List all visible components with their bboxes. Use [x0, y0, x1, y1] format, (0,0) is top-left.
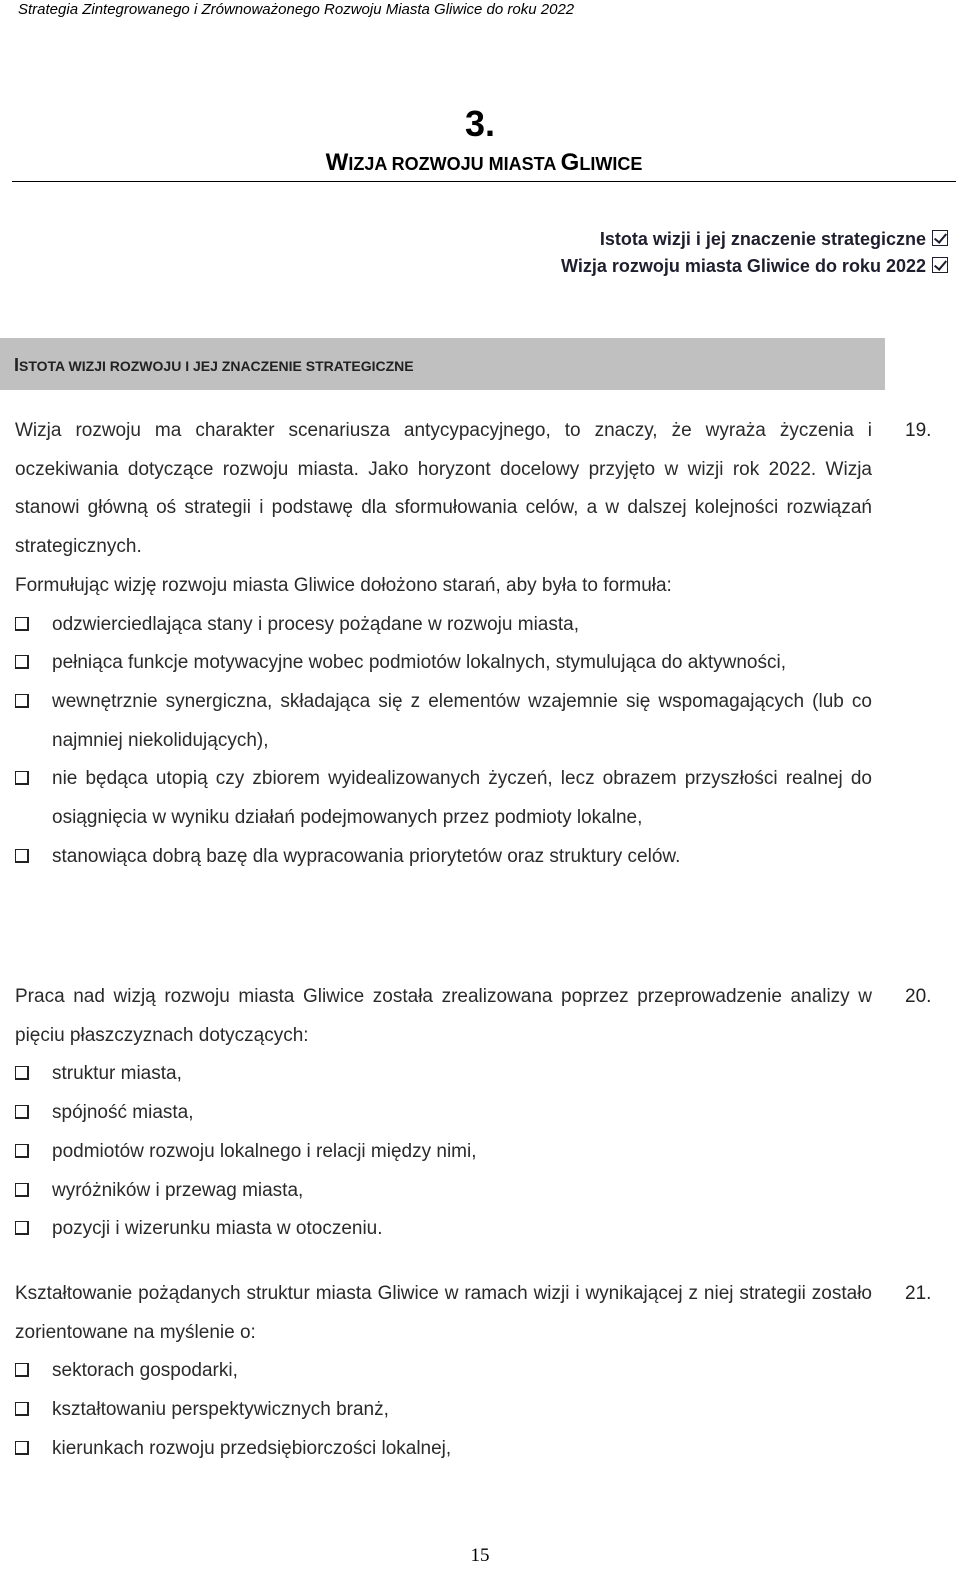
bullet-list — [15, 1352, 872, 1468]
chapter-title-part-a: IZJA ROZWOJU MIASTA — [348, 154, 561, 174]
checkbox-bullet-icon — [15, 617, 29, 631]
list-item — [15, 1055, 872, 1094]
section-title-initial: I — [14, 355, 20, 375]
list-item — [15, 760, 872, 837]
list-item-text: stanowiąca dobrą bazę dla wypracowania priorytetów oraz struktury celów. — [52, 845, 681, 867]
checkbox-bullet-icon — [15, 1402, 29, 1416]
chapter-number: 3. — [464, 103, 496, 144]
list-item-text: nie będąca utopią czy zbiorem wyidealizowanych życzeń, lecz obrazem przyszłości realnej do osiągnięcia w wyniku działań podejmowanych przez podmioty lokalne, — [52, 768, 872, 829]
section-title-rest: STOTA WIZJI ROZWOJU I JEJ ZNACZENIE STRATEGICZNE — [19, 358, 414, 374]
checked-box-icon — [932, 230, 948, 246]
chapter-title-initial-g: G — [560, 149, 580, 176]
list-item — [15, 838, 872, 877]
checkbox-bullet-icon — [15, 1066, 29, 1080]
checkbox-bullet-icon — [15, 1183, 29, 1197]
chapter-title-part-b: LIWICE — [579, 154, 643, 174]
bullet-list — [15, 606, 872, 877]
bullet-list — [15, 1055, 872, 1249]
page-number: 15 — [470, 1545, 490, 1566]
checkbox-bullet-icon — [15, 1221, 29, 1235]
list-item — [15, 1172, 872, 1211]
list-item-text: spójność miasta, — [52, 1102, 194, 1124]
checkbox-bullet-icon — [15, 655, 29, 669]
checked-box-icon — [932, 257, 948, 273]
paragraph-19 — [15, 412, 872, 876]
checkbox-bullet-icon — [15, 1363, 29, 1377]
paragraph-text: Kształtowanie pożądanych struktur miasta Gliwice w ramach wizji i wynikającej z niej strategii zostało zorientowane na myślenie o: — [15, 1283, 872, 1343]
list-item-text: pozycji i wizerunku miasta w otoczeniu. — [52, 1218, 383, 1240]
list-item-text: kierunkach rozwoju przedsiębiorczości lokalnej, — [52, 1437, 452, 1459]
checkbox-bullet-icon — [15, 1441, 29, 1455]
section-heading-bar — [0, 338, 885, 390]
list-item — [15, 1094, 872, 1133]
toc-item[interactable] — [561, 226, 948, 253]
list-item-text: wewnętrznie synergiczna, składająca się z elementów wzajemnie się wspomagających (lub co najmniej niekolidujących), — [52, 690, 872, 751]
list-item-text: pełniąca funkcje motywacyjne wobec podmiotów lokalnych, stymulująca do aktywności, — [52, 652, 786, 674]
checkbox-bullet-icon — [15, 771, 29, 785]
checkbox-bullet-icon — [15, 694, 29, 708]
paragraph-number: 19. — [905, 420, 932, 441]
section-title — [14, 354, 414, 377]
list-item — [15, 1391, 872, 1430]
list-item — [15, 1210, 872, 1249]
toc-item-label: Wizja rozwoju miasta Gliwice do roku 2022 — [561, 256, 926, 276]
list-item-text: podmiotów rozwoju lokalnego i relacji między nimi, — [52, 1140, 477, 1162]
paragraph-20 — [15, 978, 872, 1249]
paragraph-21 — [15, 1275, 872, 1469]
paragraph-number: 20. — [905, 986, 932, 1007]
checkbox-bullet-icon — [15, 849, 29, 863]
list-item — [15, 606, 872, 645]
list-item — [15, 1133, 872, 1172]
chapter-contents — [561, 226, 948, 280]
paragraph-text: Wizja rozwoju ma charakter scenariusza antycypacyjnego, to znaczy, że wyraża życzenia i oczekiwania dotyczące rozwoju miasta. Jako horyzont docelowy przyjęto w wizji rok 2022. Wizja stanowi główną oś strategii i podstawę dla sformułowania celów, a w dalszej kolejności rozwiązań strategicznych. — [15, 420, 872, 558]
list-item-text: sektorach gospodarki, — [52, 1360, 238, 1382]
chapter-title-initial-w: W — [325, 149, 349, 176]
checkbox-bullet-icon — [15, 1105, 29, 1119]
running-header: Strategia Zintegrowanego i Zrównoważonego Rozwoju Miasta Gliwice do roku 2022 — [18, 1, 575, 18]
list-item-text: odzwierciedlająca stany i procesy pożądane w rozwoju miasta, — [52, 613, 579, 635]
list-item — [15, 1430, 872, 1469]
list-item — [15, 644, 872, 683]
list-item — [15, 683, 872, 760]
chapter-title — [12, 145, 956, 182]
paragraph-number: 21. — [905, 1283, 932, 1304]
list-item-text: kształtowaniu perspektywicznych branż, — [52, 1399, 389, 1421]
list-item-text: wyróżników i przewag miasta, — [52, 1179, 304, 1201]
paragraph-text: Praca nad wizją rozwoju miasta Gliwice została zrealizowana poprzez przeprowadzenie analizy w pięciu płaszczyznach dotyczących: — [15, 986, 872, 1046]
toc-item-label: Istota wizji i jej znaczenie strategiczne — [599, 229, 926, 249]
toc-item[interactable] — [561, 253, 948, 280]
list-item — [15, 1352, 872, 1391]
list-intro: Formułując wizję rozwoju miasta Gliwice dołożono starań, aby była to formuła: — [15, 574, 672, 596]
list-item-text: struktur miasta, — [52, 1063, 182, 1085]
checkbox-bullet-icon — [15, 1144, 29, 1158]
